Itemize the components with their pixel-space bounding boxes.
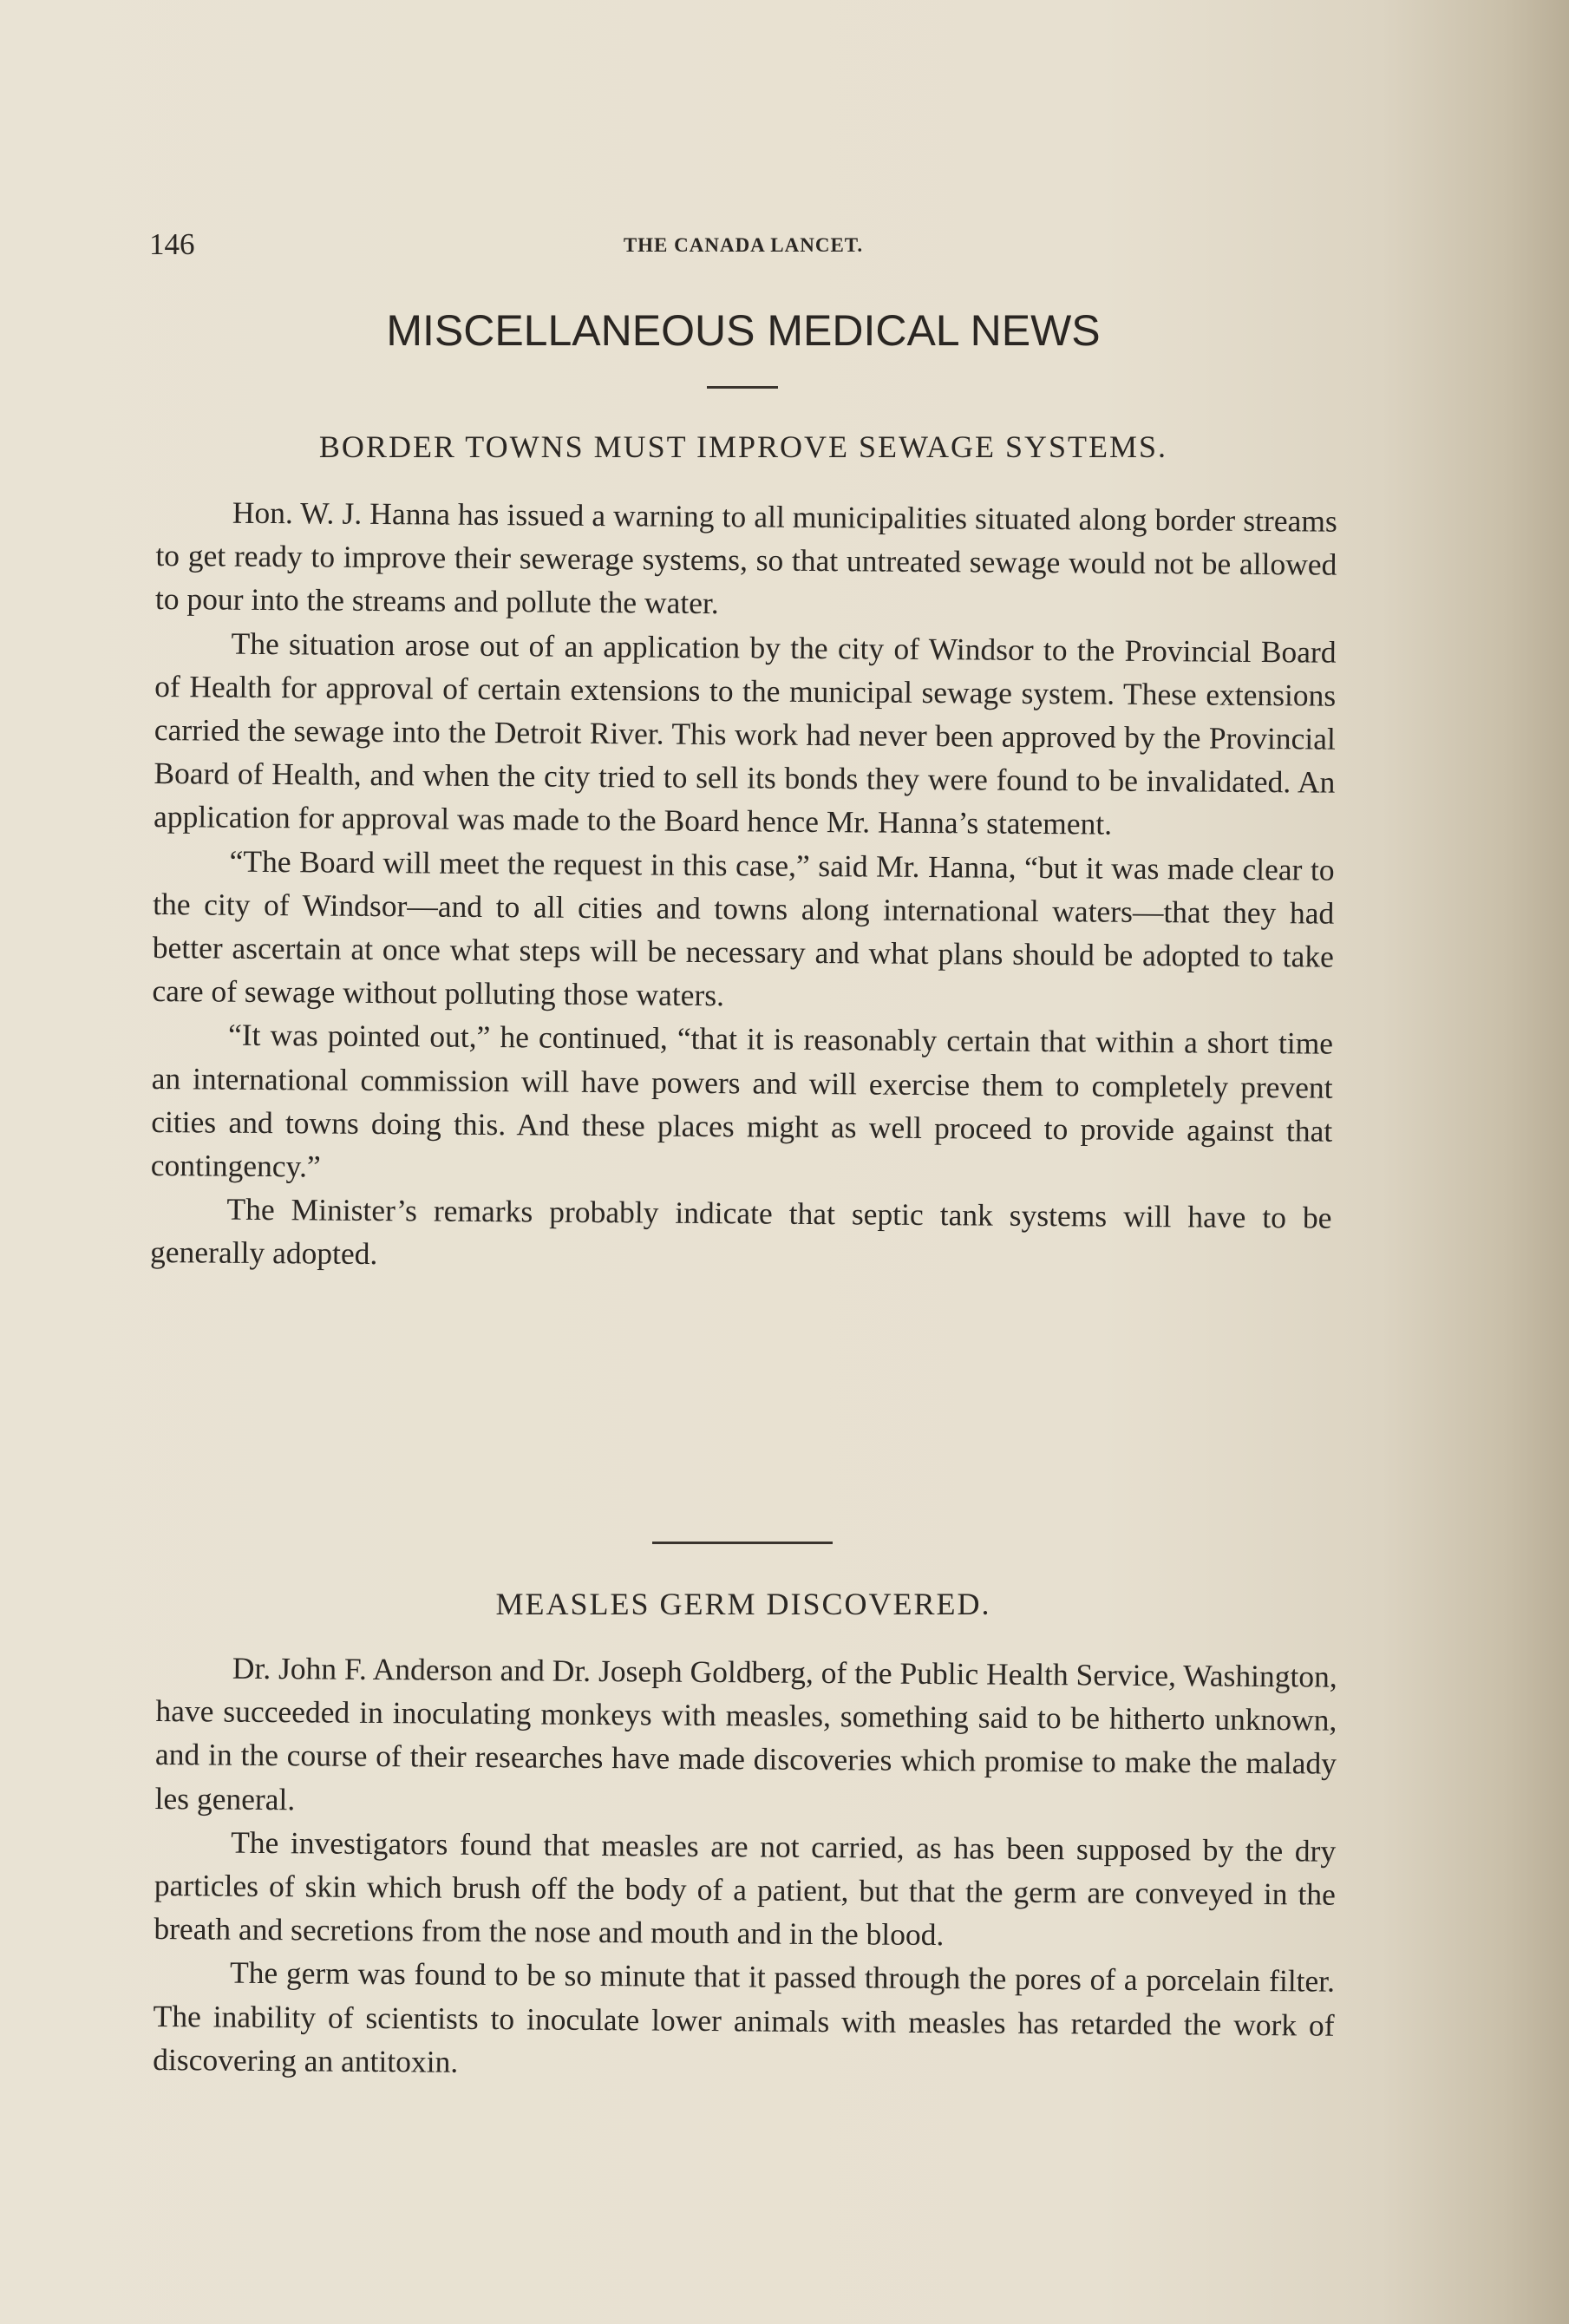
article-2-body (153, 1646, 1337, 2091)
article-2-paragraph: Dr. John F. Anderson and Dr. Joseph Goldberg, of the Public Health Service, Washington, have succeeded in inoculating monkeys with measles, something said to be hitherto unknown, and in the course of their researches have made discoveries which promise to make the malady les general. (154, 1650, 1337, 1817)
running-head (149, 227, 1337, 269)
article-1-paragraph: The Minister’s remarks probably indicate that septic tank systems will have to be generally adopted. (149, 1191, 1332, 1272)
title-divider (707, 386, 778, 389)
article-1-paragraph: “It was pointed out,” he continued, “that it is reasonably certain that within a short time an international commission will have powers and will exercise them to completely prevent cities and towns doing this. And these places might as well proceed to provide against that contingency.” (150, 1018, 1334, 1184)
article-1-paragraph: “The Board will meet the request in this case,” said Mr. Hanna, “but it was made clear to the city of Windsor—and to all cities and towns along international waters—that they had better ascertain at once what steps will be necessary and what plans should be adopted to take care of sewage without polluting those waters. (152, 843, 1335, 1013)
article-1-paragraph: The situation arose out of an application by the city of Windsor to the Provincial Board of Health for approval of certain extensions to the municipal sewage system. These extensions carried the sewage into the Detroit River. This work had never been approved by the Provincial Board of Health, and when the city tried to sell its bonds they were found to be invalidated. An application for approval was made to the Board hence Mr. Hanna’s statement. (153, 625, 1337, 842)
article-divider (652, 1542, 833, 1544)
page-number: 146 (149, 227, 195, 261)
article-2-headline: MEASLES GERM DISCOVERED. (495, 1587, 991, 1621)
article-2-paragraph: The investigators found that measles are not carried, as has been supposed by the dry particles of skin which brush off the body of a patient, but that the germ are conveyed in the breath and secretions from the nose and mouth and in the blood. (154, 1824, 1337, 1953)
article-1-paragraph: Hon. W. J. Hanna has issued a warning to all municipalities situated along border streams to get ready to improve their sewerage systems, so that untreated sewage would not be allowed to pour into the streams and pollute the water. (154, 494, 1337, 621)
article-2-paragraph: The germ was found to be so minute that it passed through the pores of a porcelain filter. The inability of scientists to inoculate lower animals with measles has retarded the work of discovering an antitoxin. (153, 1955, 1336, 2079)
journal-name: THE CANADA LANCET. (623, 234, 864, 256)
section-title: MISCELLANEOUS MEDICAL NEWS (386, 306, 1101, 355)
article-1-headline: BORDER TOWNS MUST IMPROVE SEWAGE SYSTEMS. (318, 429, 1168, 464)
article-1-body (150, 490, 1337, 1283)
